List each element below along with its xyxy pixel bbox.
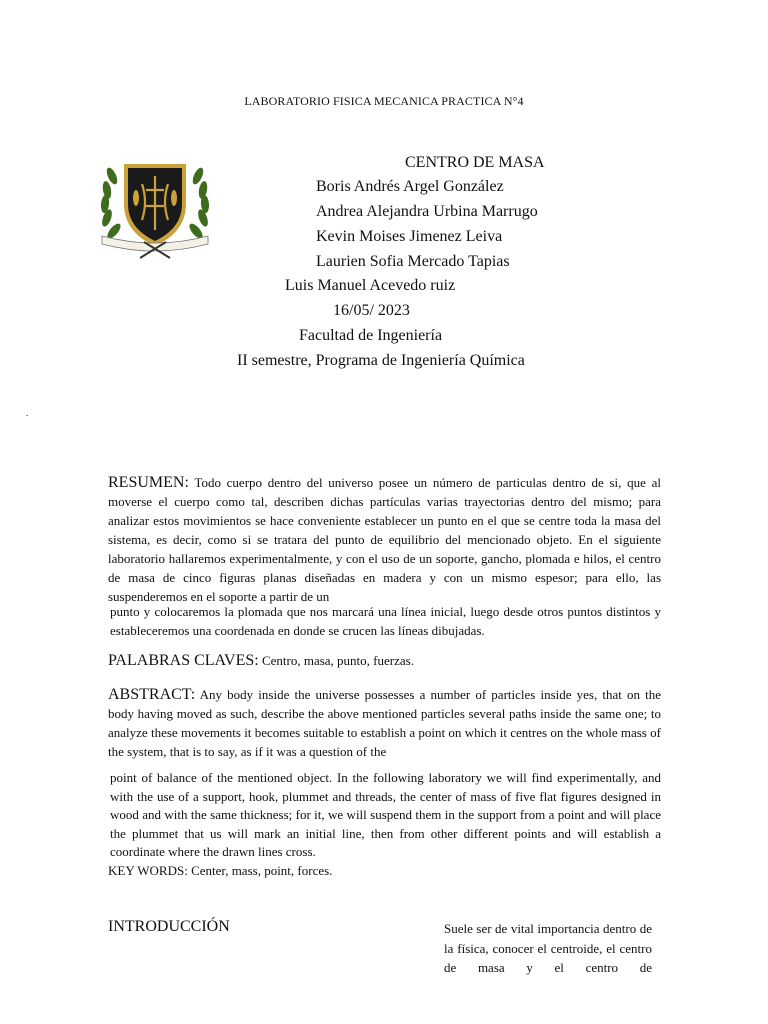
document-title: CENTRO DE MASA (405, 154, 545, 171)
stray-mark: . (26, 408, 29, 418)
program: II semestre, Programa de Ingeniería Química (237, 352, 525, 369)
document-header: LABORATORIO FISICA MECANICA PRACTICA N°4 (244, 94, 524, 108)
author-1: Boris Andrés Argel González (316, 178, 504, 195)
abstract-continuation: point of balance of the mentioned object. In the following laboratory we will find experimentally, and with the use of a support, hook, plummet and threads, the center of mass of five flat figures designed in wood and with the same thickness; for it, we will suspend them in the support from a point and will place the plummet that us will mark an initial line, then from other different points and will establish a coordinate where the drawn lines cross. (110, 770, 661, 859)
resumen-text: Todo cuerpo dentro del universo posee un número de particulas dentro de si, que al moverse el cuerpo como tal, describen dichas partículas varias trayectorias dentro del mismo; para analizar estos movimientos se hace conveniente establecer un punto en el que se centre toda la masa del sistema, es decir, como si se tratara del punto de equilibrio del mencionado objeto. En el siguiente laboratorio hallaremos experimentalmente, y con el uso de un soporte, gancho, plomada e hilos, el centro de masa de cinco figuras planas diseñadas en madera y con un mismo espesor; para ello, las suspenderemos en el soporte a partir de un (108, 475, 662, 604)
faculty: Facultad de Ingeniería (299, 327, 443, 344)
keywords-en-label: KEY WORDS: (108, 863, 188, 878)
resumen-continuation: punto y colocaremos la plomada que nos marcará una línea inicial, luego desde otros puntos distintos y estableceremos una coordenada en donde se crucen las líneas dibujadas. (110, 604, 661, 638)
university-crest-icon (96, 146, 214, 264)
keywords-en-paragraph (108, 861, 661, 880)
author-3: Kevin Moises Jimenez Leiva (316, 228, 503, 245)
abstract-text: Any body inside the universe possesses a number of particles inside yes, that on the body having moved as such, describe the above mentioned particles several paths inside the same one; to analyze these movements it becomes suitable to establish a point on which it centres on the whole mass of the system, that is to say, as if it was a question of the (108, 687, 661, 759)
author-4: Laurien Sofia Mercado Tapias (316, 253, 510, 270)
abstract-label: ABSTRACT: (108, 686, 196, 703)
author-2: Andrea Alejandra Urbina Marrugo (316, 203, 538, 220)
resumen-paragraph (108, 473, 661, 606)
keywords-es-text: Centro, masa, punto, fuerzas. (261, 653, 414, 668)
abstract-paragraph (108, 685, 661, 761)
resumen-label: RESUMEN: (108, 474, 189, 491)
author-5: Luis Manuel Acevedo ruiz (285, 277, 456, 294)
introduccion-text: Suele ser de vital importancia dentro de la física, conocer el centroide, el centro de masa y el centro de (444, 921, 652, 975)
keywords-en-text: Center, mass, point, forces. (191, 863, 333, 878)
introduccion-heading: INTRODUCCIÓN (108, 918, 230, 935)
keywords-es-paragraph (108, 651, 661, 670)
document-date: 16/05/ 2023 (333, 302, 410, 319)
keywords-es-label: PALABRAS CLAVES: (108, 652, 259, 669)
